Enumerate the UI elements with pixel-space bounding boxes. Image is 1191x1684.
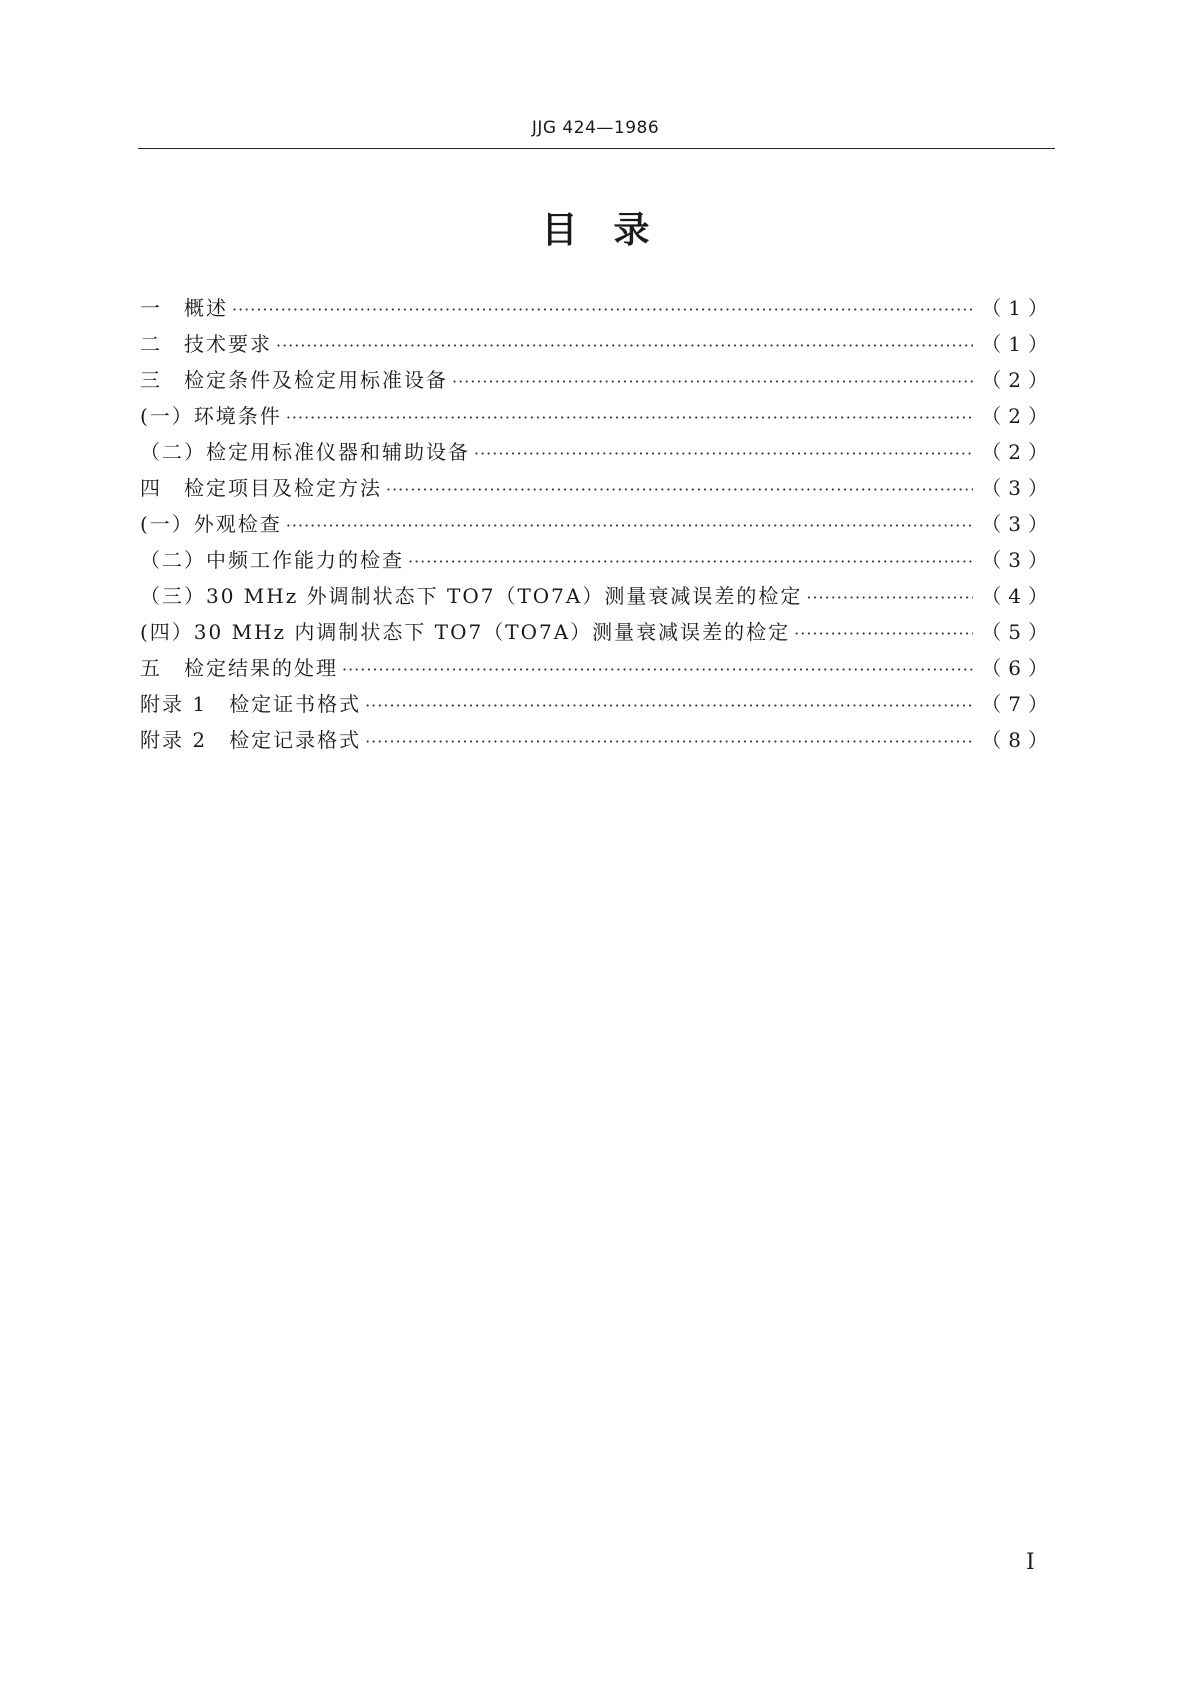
toc-entry-label: 附录 2 检定记录格式 (140, 728, 362, 752)
toc-entry-verification-items[interactable] (140, 470, 1055, 506)
toc-entry-label: 二 技术要求 (140, 332, 272, 356)
dot-leader (794, 616, 973, 652)
dot-leader (342, 652, 973, 688)
toc-entry-technical-requirements[interactable] (140, 326, 1055, 362)
dot-leader (806, 580, 973, 616)
toc-entry-standard-instruments[interactable] (140, 434, 1055, 470)
page-number: I (1026, 1550, 1035, 1575)
toc-entry-page: （1） (981, 296, 1055, 320)
toc-entry-page: （8） (981, 728, 1055, 752)
toc-title: 目 录 (541, 210, 650, 251)
toc-entry-page: （2） (981, 440, 1055, 464)
toc-entry-appendix-1[interactable] (140, 686, 1055, 722)
dot-leader (286, 400, 973, 436)
toc-entry-page: （4） (981, 584, 1055, 608)
header-divider (138, 148, 1055, 149)
dot-leader (365, 724, 973, 760)
toc-entry-label: 四 检定项目及检定方法 (140, 476, 382, 500)
toc-entry-verification-conditions[interactable] (140, 362, 1055, 398)
toc-entry-result-handling[interactable] (140, 650, 1055, 686)
toc-entry-if-capability-check[interactable] (140, 542, 1055, 578)
standard-code-header: JJG 424—1986 (531, 118, 660, 138)
toc-entry-page: （3） (981, 476, 1055, 500)
toc-entry-page: （2） (981, 368, 1055, 392)
toc-entry-environment-conditions[interactable] (140, 398, 1055, 434)
toc-entry-page: （3） (981, 548, 1055, 572)
toc-entry-page: （7） (981, 692, 1055, 716)
toc-entry-page: （1） (981, 332, 1055, 356)
toc-entry-label: (一）外观检查 (140, 512, 282, 536)
toc-entry-internal-modulation[interactable] (140, 614, 1055, 650)
toc-entry-label: 一 概述 (140, 296, 228, 320)
dot-leader (286, 508, 973, 544)
toc-entry-overview[interactable] (140, 290, 1055, 326)
toc-entry-label: （二）中频工作能力的检查 (140, 548, 404, 572)
dot-leader (408, 544, 973, 580)
toc-entry-appendix-2[interactable] (140, 722, 1055, 758)
toc-entry-page: （2） (981, 404, 1055, 428)
toc-entry-label: (一）环境条件 (140, 404, 282, 428)
toc-entry-label: （三）30 MHz 外调制状态下 TO7（TO7A）测量衰减误差的检定 (140, 584, 803, 608)
dot-leader (452, 364, 973, 400)
dot-leader (474, 436, 973, 472)
dot-leader (365, 688, 973, 724)
toc-entry-label: 附录 1 检定证书格式 (140, 692, 362, 716)
toc-entry-label: (四）30 MHz 内调制状态下 TO7（TO7A）测量衰减误差的检定 (140, 620, 791, 644)
toc-entry-label: （二）检定用标准仪器和辅助设备 (140, 440, 470, 464)
toc-entry-page: （5） (981, 620, 1055, 644)
toc-entry-page: （6） (981, 656, 1055, 680)
toc-entry-label: 三 检定条件及检定用标准设备 (140, 368, 448, 392)
toc-entry-page: （3） (981, 512, 1055, 536)
dot-leader (386, 472, 973, 508)
toc-entry-label: 五 检定结果的处理 (140, 656, 338, 680)
table-of-contents (140, 290, 1055, 758)
dot-leader (276, 328, 973, 364)
dot-leader (232, 292, 973, 328)
toc-entry-external-modulation[interactable] (140, 578, 1055, 614)
toc-entry-appearance-check[interactable] (140, 506, 1055, 542)
